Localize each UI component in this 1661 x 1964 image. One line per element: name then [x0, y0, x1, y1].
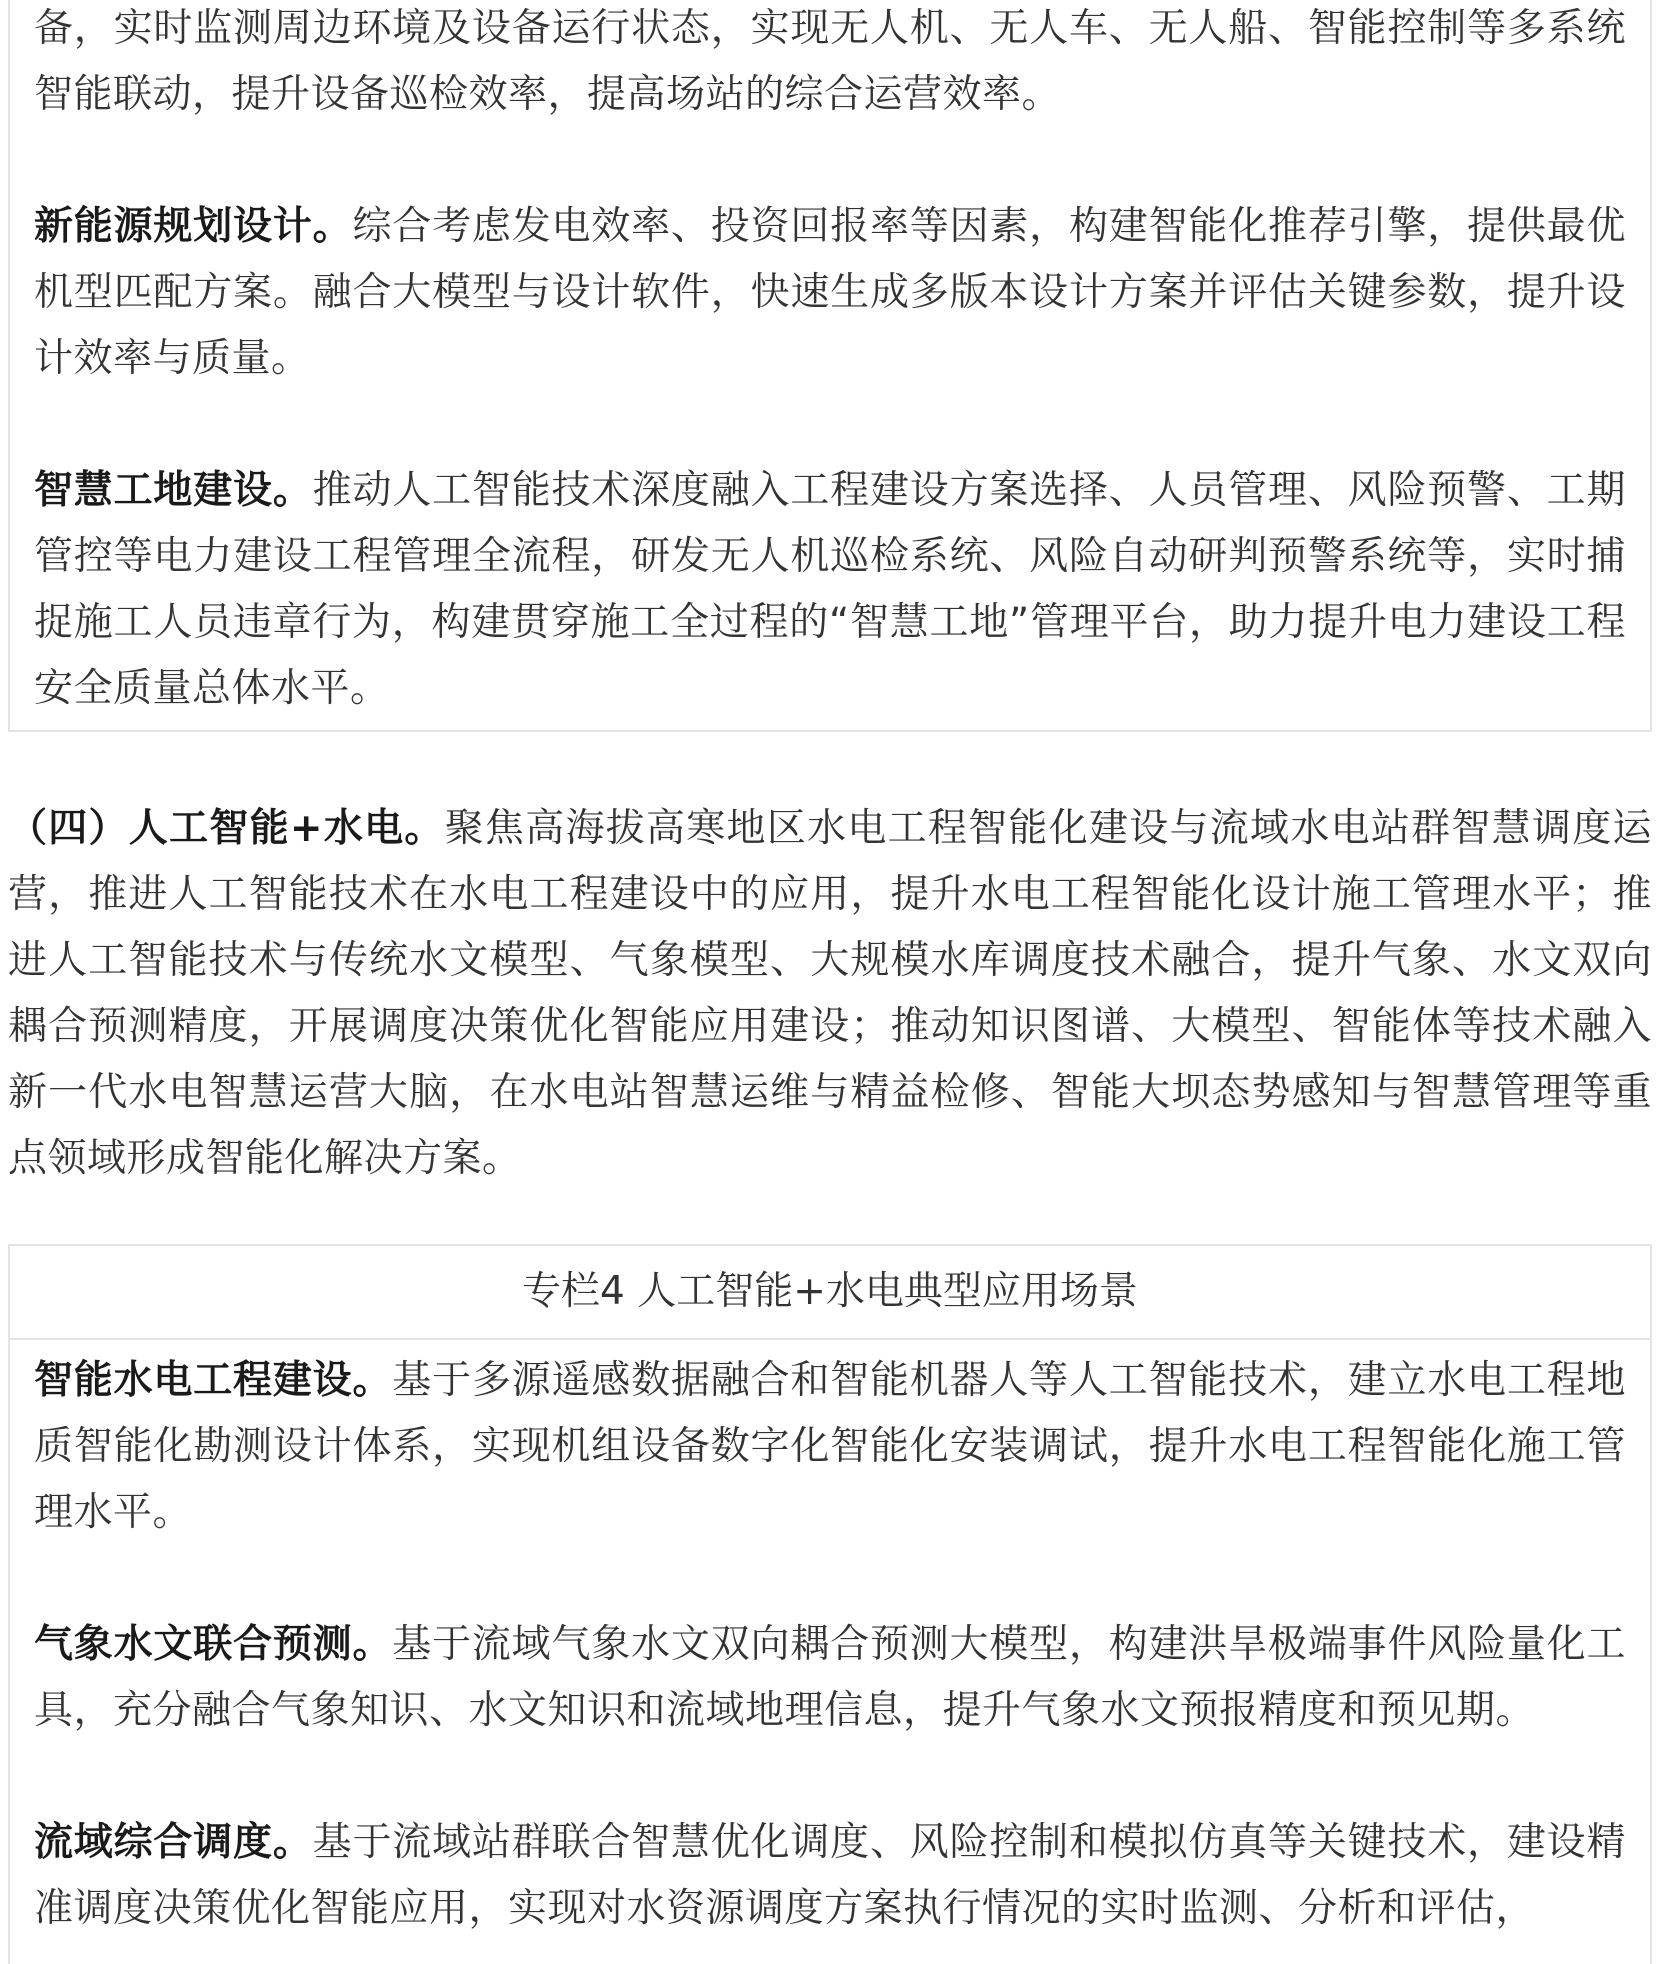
- scenario-paragraph-basin-dispatch: [34, 1810, 1626, 1942]
- column4-heading: 专栏4 人工智能+水电典型应用场景: [10, 1246, 1650, 1340]
- section4-text: 聚焦高海拔高寒地区水电工程智能化建设与流域水电站群智慧调度运营，推进人工智能技术在水电工程建设中的应用，提升水电工程智能化设计施工管理水平；推进人工智能技术与传统水文模型、气象模型、大规模水库调度技术融合，提升气象、水文双向耦合预测精度，开展调度决策优化智能应用建设；推动知识图谱、大模型、智能体等技术融入新一代水电智慧运营大脑，在水电站智慧运维与精益检修、智能大坝态势感知与智慧管理等重点领域形成智能化解决方案。: [8, 806, 1652, 1181]
- scenario-text-smart-site: 推动人工智能技术深度融入工程建设方案选择、人员管理、风险预警、工期管控等电力建设工程管理全流程，研发无人机巡检系统、风险自动研判预警系统等，实时捕捉施工人员违章行为，构建贯穿施工全过程的“智慧工地”管理平台，助力提升电力建设工程安全质量总体水平。: [34, 468, 1626, 711]
- top-column-box: [8, 0, 1652, 732]
- scenario-text-meteo-hydro-forecast: 基于流域气象水文双向耦合预测大模型，构建洪旱极端事件风险量化工具，充分融合气象知识、水文知识和流域地理信息，提升气象水文预报精度和预见期。: [34, 1622, 1626, 1733]
- section4-paragraph: [8, 796, 1652, 1192]
- column4-box: [8, 1244, 1652, 1964]
- scenario-text-basin-dispatch: 基于流域站群联合智慧优化调度、风险控制和模拟仿真等关键技术，建设精准调度决策优化智能应用，实现对水资源调度方案执行情况的实时监测、分析和评估，: [34, 1820, 1626, 1931]
- scenario-title-smart-hydro-construction: 智能水电工程建设。: [34, 1358, 393, 1403]
- scenario-paragraph-smart-hydro-construction: [34, 1348, 1626, 1546]
- scenario-title-meteo-hydro-forecast: 气象水文联合预测。: [34, 1622, 393, 1667]
- scenario-title-basin-dispatch: 流域综合调度。: [34, 1820, 313, 1865]
- scenario-text-smart-hydro-construction: 基于多源遥感数据融合和智能机器人等人工智能技术，建立水电工程地质智能化勘测设计体系，实现机组设备数字化智能化安装调试，提升水电工程智能化施工管理水平。: [34, 1358, 1626, 1535]
- scenario-text-new-energy-planning: 综合考虑发电效率、投资回报率等因素，构建智能化推荐引擎，提供最优机型匹配方案。融合大模型与设计软件，快速生成多版本设计方案并评估关键参数，提升设计效率与质量。: [34, 204, 1626, 381]
- column4-content: [10, 1340, 1650, 1942]
- scenario-paragraph-new-energy-planning: [34, 194, 1626, 392]
- section4-title: （四）人工智能+水电。: [8, 806, 445, 851]
- top-intro-text: 备，实时监测周边环境及设备运行状态，实现无人机、无人车、无人船、智能控制等多系统智能联动，提升设备巡检效率，提高场站的综合运营效率。: [34, 6, 1626, 117]
- top-column-content: [10, 0, 1650, 722]
- scenario-paragraph-meteo-hydro-forecast: [34, 1612, 1626, 1744]
- section4-block: [8, 796, 1652, 1192]
- scenario-title-smart-site: 智慧工地建设。: [34, 468, 313, 513]
- top-intro-paragraph: [34, 0, 1626, 128]
- scenario-paragraph-smart-site: [34, 458, 1626, 722]
- scenario-title-new-energy-planning: 新能源规划设计。: [34, 204, 353, 249]
